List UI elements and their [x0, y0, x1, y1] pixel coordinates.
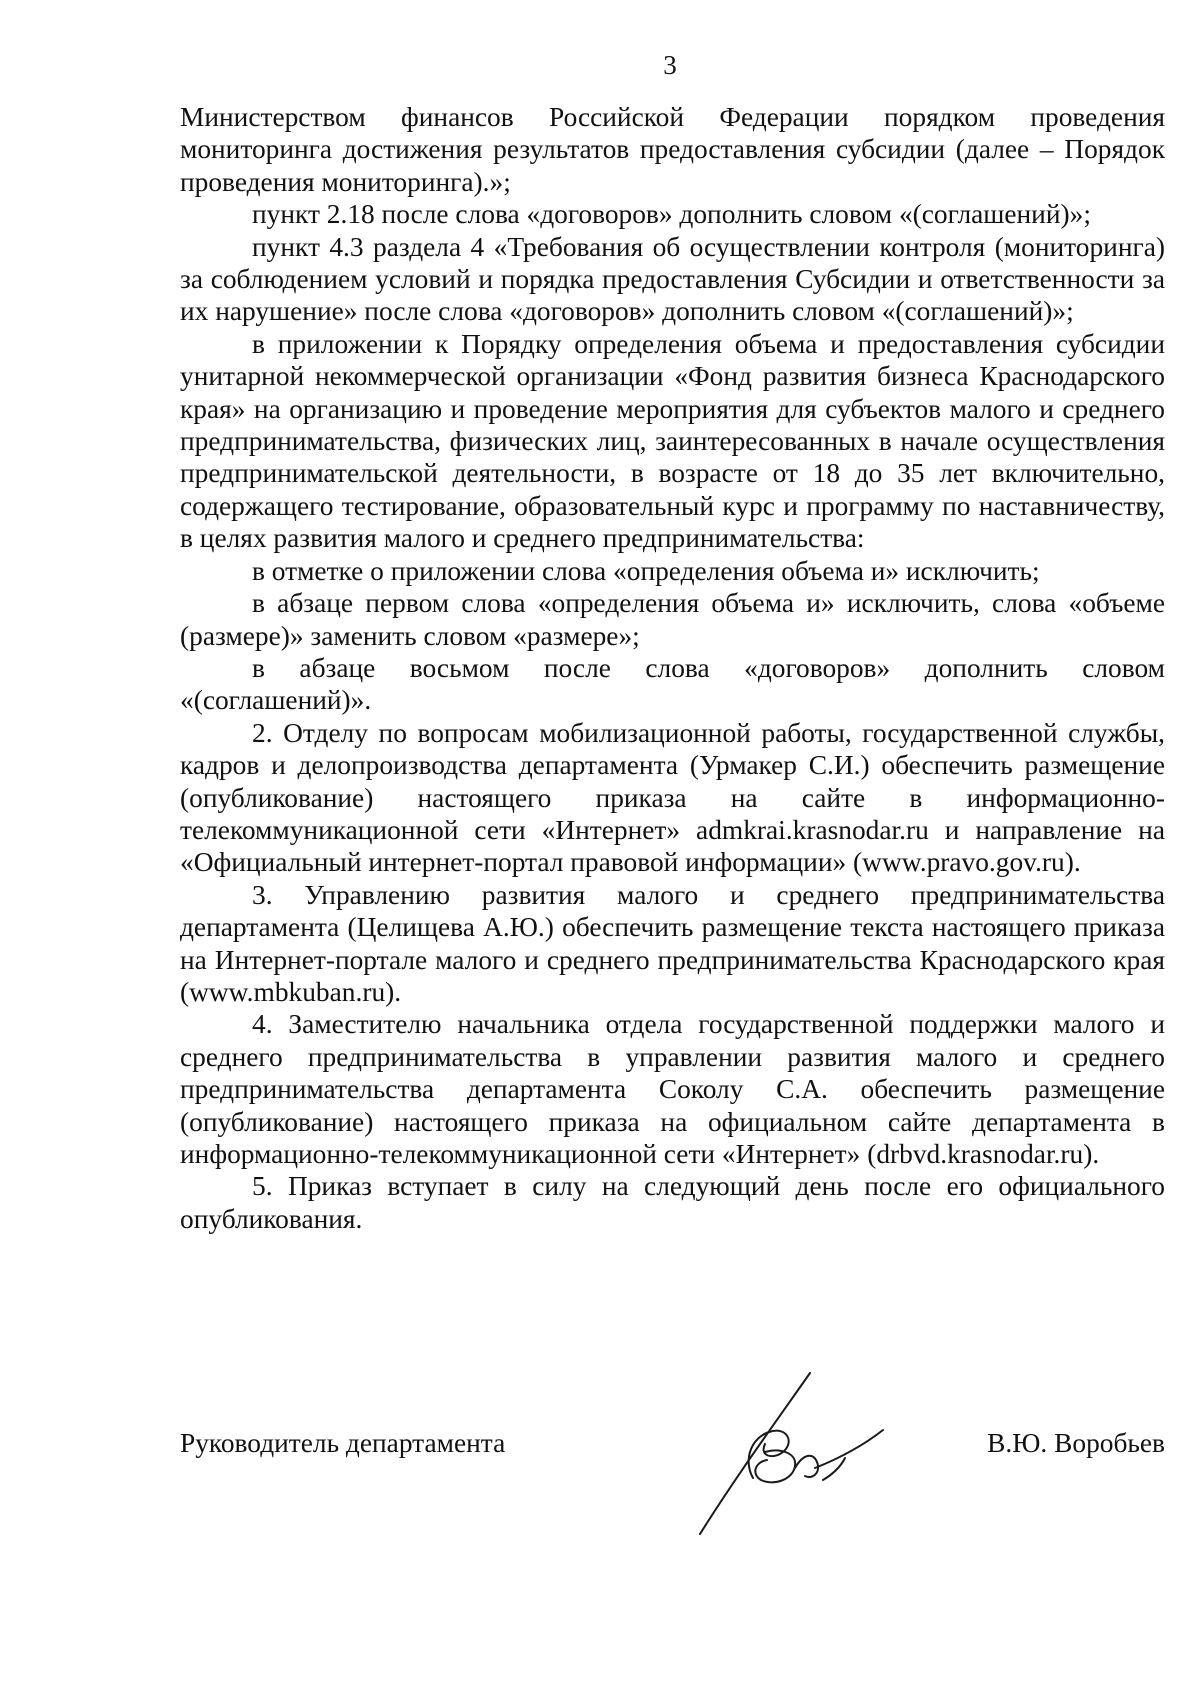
- page-number: 3: [663, 50, 677, 80]
- paragraph-clause-5: 5. Приказ вступает в силу на следующий день после его официального опубликования.: [180, 1171, 1165, 1234]
- paragraph-item-2-18: пункт 2.18 после слова «договоров» дополнить словом «(соглашений)»;: [252, 199, 1091, 230]
- signer-name: В.Ю. Воробьев: [987, 1428, 1165, 1458]
- paragraph-appendix-amendment: в приложении к Порядку определения объема и предоставления субсидии унитарной некоммерческой организации «Фонд развития бизнеса Краснодарского края» на организацию и проведение мероприятия для субъектов малого и среднего предпринимательства, физических лиц, заинтересованных в начале осуществления предпринимательской деятельности, в возрасте от 18 до 35 лет включительно, содержащего тестирование, образовательный курс и программу по наставничеству, в целях развития малого и среднего предпринимательства:: [180, 328, 1165, 554]
- paragraph-first-abzac: в абзаце первом слова «определения объема и» исключить, слова «объеме (размере)» заменить словом «размере»;: [180, 588, 1165, 651]
- paragraph-appendix-mark: в отметке о приложении слова «определения объема и» исключить;: [252, 555, 1040, 586]
- signer-title: Руководитель департамента: [180, 1428, 506, 1458]
- paragraph-eighth-abzac: в абзаце восьмом после слова «договоров» дополнить словом «(соглашений)».: [180, 652, 1165, 716]
- paragraph-clause-2: 2. Отделу по вопросам мобилизационной работы, государственной службы, кадров и делопроизводства департамента (Урмакер С.И.) обеспечить размещение (опубликование) настоящего приказа на сайте в информационно-телекоммуникационной сети «Интернет» admkrai.krasnodar.ru и направление на «Официальный интернет-портал правовой информации» (www.pravo.gov.ru).: [180, 717, 1165, 878]
- paragraph-clause-3: 3. Управлению развития малого и среднего предпринимательства департамента (Целищева А.Ю.) обеспечить размещение текста настоящего приказа на Интернет-портале малого и среднего предпринимательства Краснодарского края (www.mbkuban.ru).: [180, 879, 1165, 1007]
- signature-block: [180, 1390, 1165, 1510]
- paragraph-item-4-3: пункт 4.3 раздела 4 «Требования об осуществлении контроля (мониторинга) за соблюдением условий и порядка предоставления Субсидии и ответственности за их нарушение» после слова «договоров» дополнить словом «(соглашений)»;: [180, 231, 1165, 327]
- document-body: [180, 101, 1165, 1235]
- paragraph-continuation: Министерством финансов Российской Федерации порядком проведения мониторинга достижения результатов предоставления субсидии (далее – Порядок проведения мониторинга).»;: [180, 102, 1165, 197]
- handwritten-signature: [695, 1368, 885, 1538]
- paragraph-clause-4: 4. Заместителю начальника отдела государственной поддержки малого и среднего предпринимательства в управлении развития малого и среднего предпринимательства департамента Соколу С.А. обеспечить размещение (опубликование) настоящего приказа на официальном сайте департамента в информационно-телекоммуникационной сети «Интернет» (drbvd.krasnodar.ru).: [180, 1009, 1165, 1169]
